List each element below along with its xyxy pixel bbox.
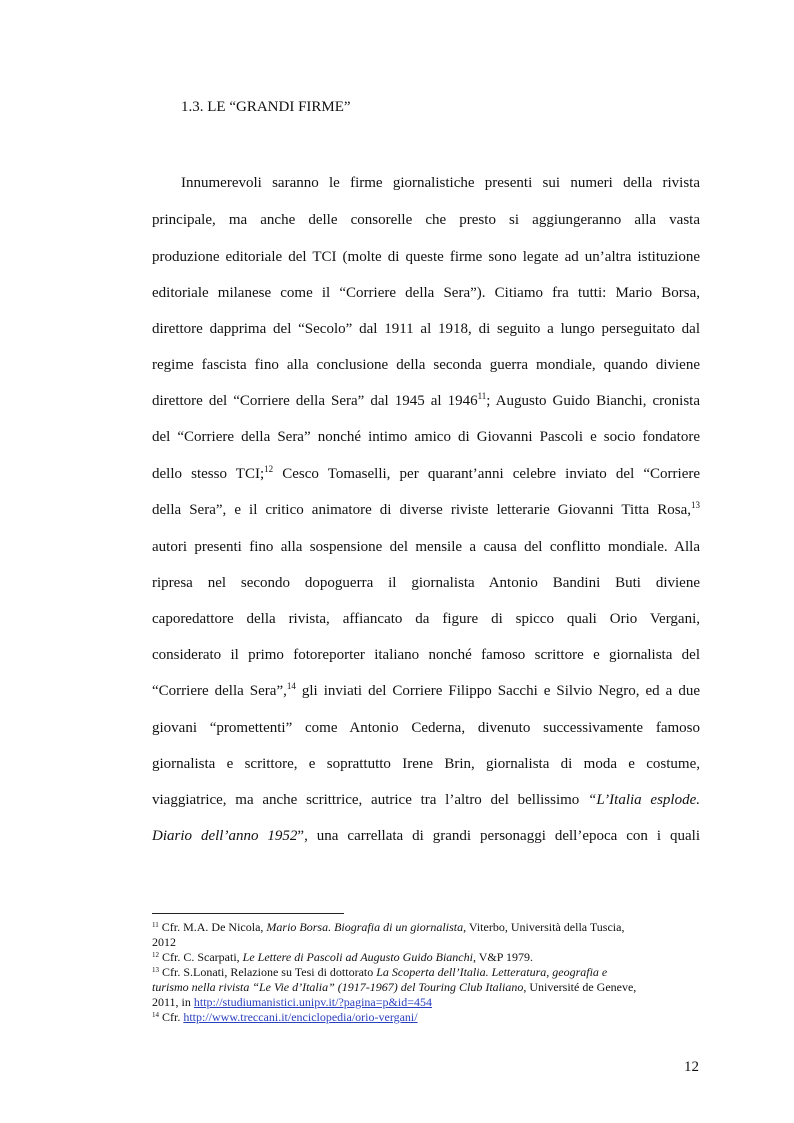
body-line: direttore dapprima del “Secolo” dal 1911 al 1918, di seguito a lungo perseguitato dal: [152, 321, 700, 337]
footnote-ref-14: 14: [286, 681, 296, 691]
body-line: produzione editoriale del TCI (molte di queste firme sono legate ad un’altra istituzione: [152, 249, 700, 265]
text-run: Cesco Tomaselli, per quarant’anni celebre inviato del “Corriere: [273, 466, 700, 482]
text-run: , Université de Geneve,: [523, 980, 637, 994]
footnote-13-cont: [152, 995, 700, 1010]
text-run: viaggiatrice, ma anche scrittrice, autrice tra l’altro del bellissimo: [152, 792, 589, 808]
book-title: turismo nella rivista “Le Vie d’Italia” (1917-1967) del Touring Club Italiano: [152, 980, 524, 994]
body-line: editoriale milanese come il “Corriere della Sera”). Citiamo fra tutti: Mario Borsa,: [152, 285, 700, 301]
book-title: Diario dell’anno 1952: [152, 828, 298, 844]
footnote-divider: [152, 913, 344, 914]
body-line: ripresa nel secondo dopoguerra il giornalista Antonio Bandini Buti diviene: [152, 575, 700, 591]
body-line: [152, 465, 700, 483]
body-line: considerato il primo fotoreporter italiano nonché famoso scrittore e giornalista del: [152, 647, 700, 663]
text-run: , Viterbo, Università della Tuscia,: [463, 920, 625, 934]
text-run: Cfr. C. Scarpati,: [159, 950, 243, 964]
body-line: [152, 682, 700, 700]
footnotes: [152, 920, 700, 1025]
body-line: [152, 791, 700, 809]
footnote-11-cont: 2012: [152, 935, 176, 949]
footnote-13: [152, 965, 700, 980]
body-line: giovani “promettenti” come Antonio Cederna, divenuto successivamente famoso: [152, 720, 700, 736]
book-title: Le Lettere di Pascoli ad Augusto Guido Bianchi: [242, 950, 473, 964]
text-run: ; Augusto Guido Bianchi, cronista: [486, 393, 700, 409]
footnote-ref-11: 11: [477, 391, 487, 401]
text-run: della Sera”, e il critico animatore di diverse riviste letterarie Giovanni Titta Rosa,: [152, 502, 691, 518]
text-run: , V&P 1979.: [472, 950, 533, 964]
footnote-link[interactable]: http://studiumanistici.unipv.it/?pagina=p&id=454: [193, 995, 432, 1009]
footnote-13-cont: [152, 980, 700, 995]
text-run: Cfr. S.Lonati, Relazione su Tesi di dottorato: [159, 965, 377, 979]
body-line: [152, 827, 700, 845]
body-line: regime fascista fino alla conclusione della seconda guerra mondiale, quando diviene: [152, 357, 700, 373]
footnote-number: 14: [152, 1011, 159, 1019]
text-run: 2011, in: [152, 995, 194, 1009]
footnote-ref-12: 12: [264, 464, 274, 474]
body-line: Innumerevoli saranno le firme giornalistiche presenti sui numeri della rivista: [181, 175, 700, 191]
footnote-link[interactable]: http://www.treccani.it/enciclopedia/orio-vergani/: [183, 1010, 418, 1024]
body-line: autori presenti fino alla sospensione del mensile a causa del conflitto mondiale. Alla: [152, 539, 700, 555]
book-title: Mario Borsa. Biografia di un giornalista: [266, 920, 464, 934]
body-line: [152, 501, 700, 519]
footnote-11: [152, 920, 700, 935]
book-title: “L’Italia esplode.: [588, 792, 700, 808]
footnote-14: [152, 1010, 700, 1025]
footnote-number: 11: [152, 921, 159, 929]
body-line: giornalista e scrittore, e soprattutto Irene Brin, giornalista di moda e costume,: [152, 756, 700, 772]
section-heading: 1.3. LE “GRANDI FIRME”: [181, 99, 351, 115]
footnote-number: 13: [152, 966, 159, 974]
book-title: La Scoperta dell’Italia. Letteratura, geografia e: [376, 965, 608, 979]
footnote-number: 12: [152, 951, 159, 959]
text-run: direttore del “Corriere della Sera” dal 1945 al 1946: [152, 393, 478, 409]
footnote-12: [152, 950, 700, 965]
page-number: 12: [684, 1059, 699, 1075]
text-run: Cfr.: [159, 1010, 184, 1024]
footnote-ref-13: 13: [691, 500, 700, 510]
body-line: del “Corriere della Sera” nonché intimo amico di Giovanni Pascoli e socio fondatore: [152, 429, 700, 445]
text-run: gli inviati del Corriere Filippo Sacchi e Silvio Negro, ed a due: [295, 683, 701, 699]
text-run: Cfr. M.A. De Nicola,: [158, 920, 267, 934]
body-line: principale, ma anche delle consorelle che presto si aggiungeranno alla vasta: [152, 212, 700, 228]
text-run: dello stesso TCI;: [152, 466, 265, 482]
text-run: “Corriere della Sera”,: [152, 683, 287, 699]
body-line: caporedattore della rivista, affiancato da figure di spicco quali Orio Vergani,: [152, 611, 700, 627]
body-line: [152, 392, 700, 410]
text-run: ”, una carrellata di grandi personaggi dell’epoca con i quali: [297, 828, 700, 844]
